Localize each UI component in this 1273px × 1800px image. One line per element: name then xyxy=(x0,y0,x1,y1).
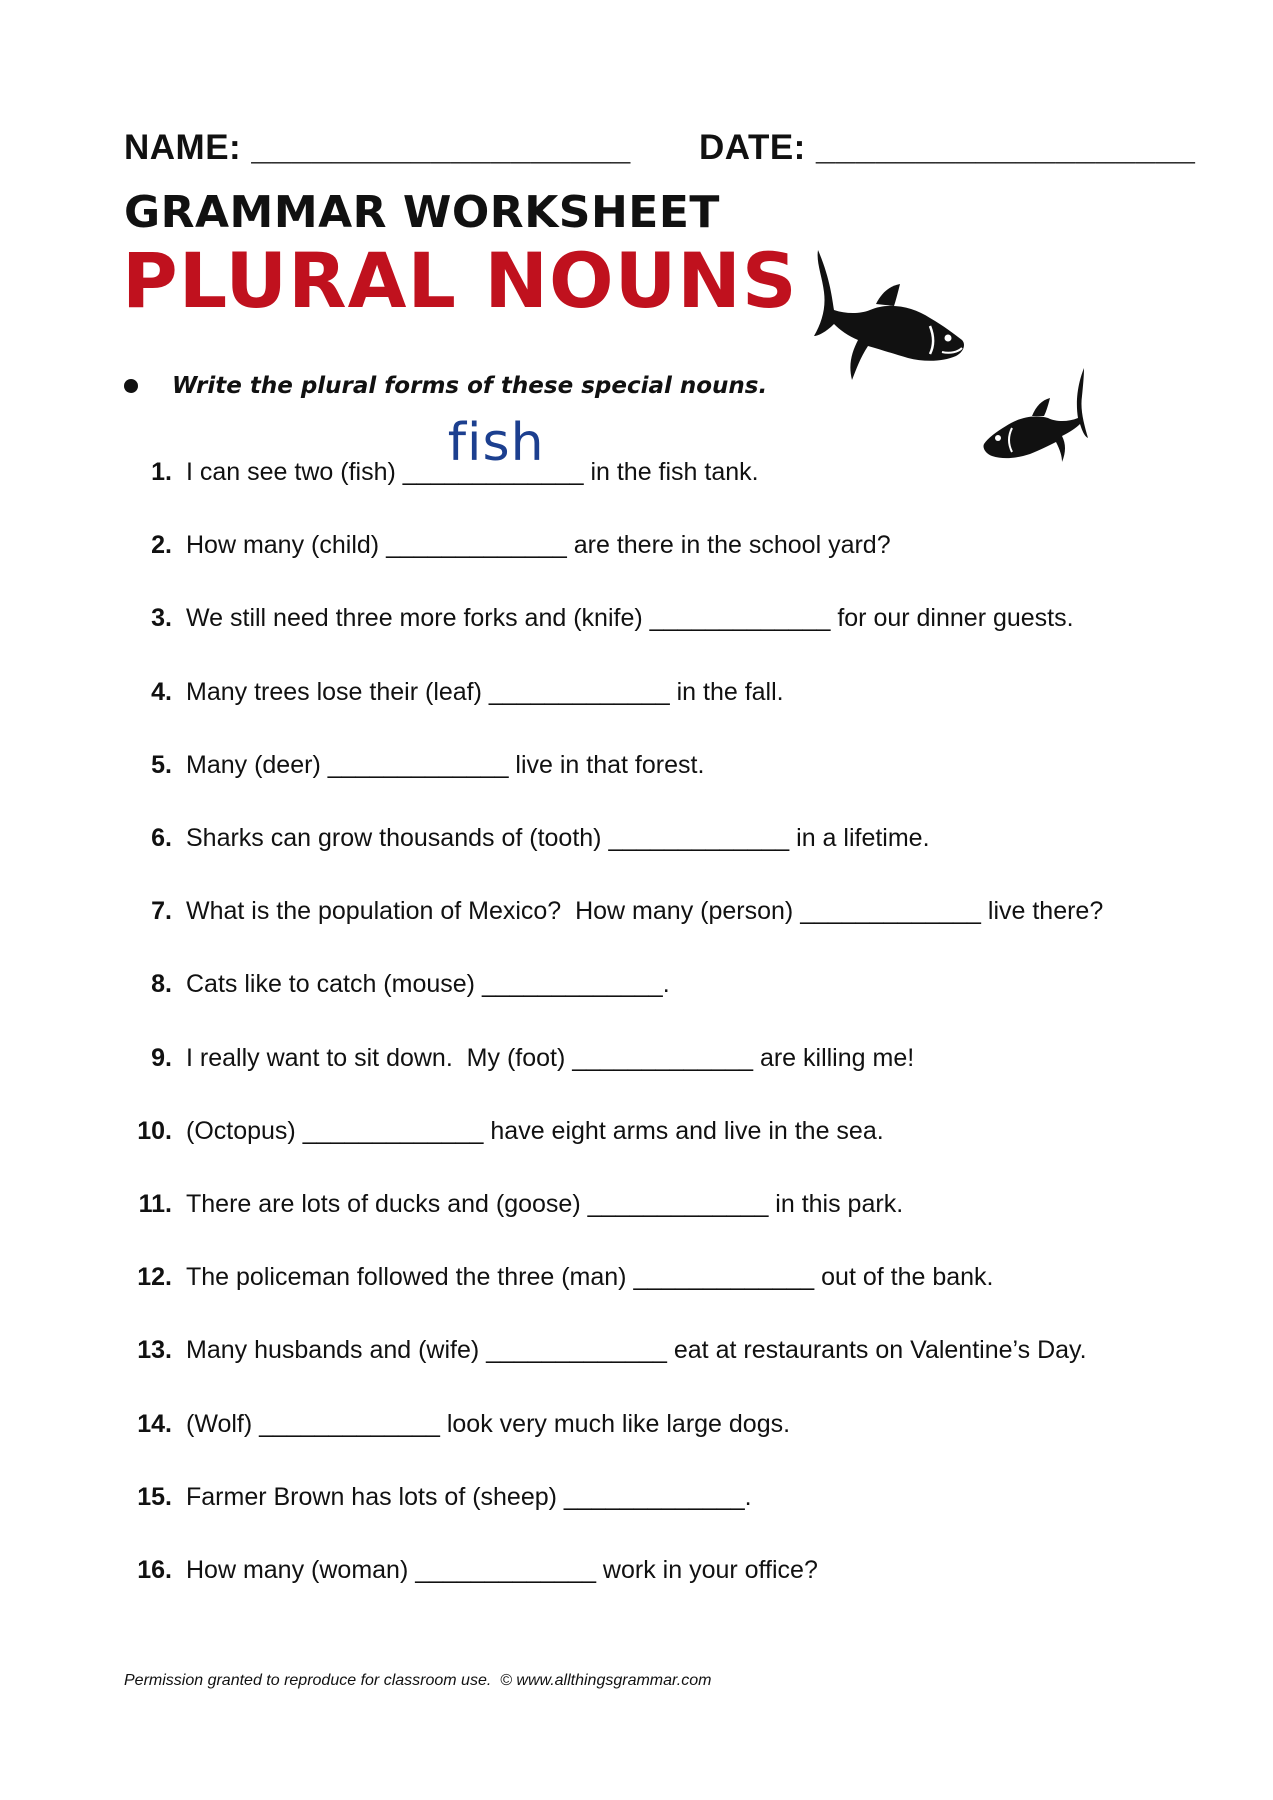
answer-line[interactable]: _____________ xyxy=(259,1410,440,1438)
question-ending: for our dinner guests. xyxy=(830,604,1074,632)
question-ending: live in that forest. xyxy=(508,751,705,779)
question-item xyxy=(122,1263,994,1297)
answer-line[interactable]: _____________ xyxy=(488,678,670,706)
answer-line[interactable]: _____________ xyxy=(327,751,509,779)
answer-blank[interactable] xyxy=(572,1044,753,1073)
answer-line[interactable]: _____________ xyxy=(633,1263,815,1291)
small-fish-icon xyxy=(980,366,1090,464)
question-prompt: (Wolf) xyxy=(186,1410,260,1438)
question-number: 9. xyxy=(151,1044,172,1072)
question-item xyxy=(122,413,759,492)
question-item xyxy=(122,1556,818,1590)
question-prompt: The policeman followed the three (man) xyxy=(186,1263,634,1291)
question-number: 7. xyxy=(151,897,172,925)
question-number: 15. xyxy=(137,1483,172,1511)
answer-blank[interactable] xyxy=(303,1117,484,1146)
question-item xyxy=(122,970,670,1004)
question-text xyxy=(186,1117,884,1146)
question-text xyxy=(186,1190,903,1219)
answer-line[interactable]: _____________ xyxy=(572,1044,753,1072)
question-item xyxy=(122,604,1074,638)
answer-line[interactable]: _____________ xyxy=(415,1556,596,1584)
answer-line[interactable]: _____________ xyxy=(486,1336,667,1364)
question-number: 14. xyxy=(137,1410,172,1438)
answer-blank[interactable] xyxy=(328,751,509,780)
answer-blank[interactable] xyxy=(489,678,670,707)
question-text xyxy=(186,604,1074,633)
name-field[interactable]: NAME: ___________________ xyxy=(124,128,631,167)
instruction xyxy=(124,373,767,399)
question-text xyxy=(186,531,891,560)
question-ending: in the fish tank. xyxy=(583,458,759,486)
bullet-icon xyxy=(124,379,138,393)
question-number: 2. xyxy=(151,531,172,559)
question-text xyxy=(186,897,1103,926)
answer-line[interactable]: _____________ xyxy=(302,1117,484,1145)
question-number: 11. xyxy=(138,1190,172,1218)
handwritten-answer: fish xyxy=(447,413,545,473)
date-field[interactable]: DATE: ___________________ xyxy=(699,128,1196,167)
question-ending: in a lifetime. xyxy=(789,824,930,852)
question-ending: are there in the school yard? xyxy=(566,531,891,559)
instruction-text: Write the plural forms of these special nouns. xyxy=(172,373,768,399)
question-text xyxy=(186,1336,1087,1365)
worksheet-title: PLURAL NOUNS xyxy=(122,236,798,325)
question-prompt: Many trees lose their (leaf) xyxy=(186,678,489,706)
question-item xyxy=(122,678,784,712)
answer-line[interactable]: _____________ xyxy=(563,1483,745,1511)
question-ending: look very much like large dogs. xyxy=(439,1410,791,1438)
question-text xyxy=(186,824,930,853)
question-prompt: Farmer Brown has lots of (sheep) xyxy=(186,1483,564,1511)
question-text xyxy=(186,1483,752,1512)
question-prompt: I really want to sit down. My (foot) xyxy=(186,1044,573,1072)
question-number: 3. xyxy=(151,604,172,632)
answer-blank[interactable] xyxy=(608,824,789,853)
question-text xyxy=(186,970,670,999)
question-item xyxy=(122,824,930,858)
question-ending: in the fall. xyxy=(669,678,784,706)
question-ending: have eight arms and live in the sea. xyxy=(483,1117,884,1145)
answer-blank[interactable] xyxy=(386,531,567,560)
question-ending: live there? xyxy=(980,897,1104,925)
question-item xyxy=(122,1044,914,1078)
question-text xyxy=(186,678,784,707)
answer-blank[interactable] xyxy=(486,1336,667,1365)
answer-line[interactable]: _____________ xyxy=(800,897,981,925)
question-item xyxy=(122,1117,884,1151)
answer-blank[interactable] xyxy=(588,1190,769,1219)
question-item xyxy=(122,1336,1087,1370)
question-text xyxy=(186,1556,818,1585)
question-number: 5. xyxy=(151,751,172,779)
question-item xyxy=(122,531,891,565)
answer-blank[interactable] xyxy=(259,1410,440,1439)
answer-line[interactable]: _____________ xyxy=(587,1190,769,1218)
question-ending: . xyxy=(662,970,670,998)
question-prompt: Many husbands and (wife) xyxy=(186,1336,487,1364)
question-text xyxy=(186,1044,914,1073)
question-item xyxy=(122,1483,752,1517)
question-prompt: Sharks can grow thousands of (tooth) xyxy=(186,824,609,852)
question-prompt: I can see two (fish) xyxy=(186,458,403,486)
question-number: 6. xyxy=(151,824,172,852)
question-number: 12. xyxy=(137,1263,172,1291)
question-item xyxy=(122,897,1103,931)
question-text xyxy=(186,751,704,780)
question-prompt: We still need three more forks and (knife) xyxy=(186,604,650,632)
answer-blank[interactable] xyxy=(564,1483,745,1512)
question-ending: out of the bank. xyxy=(814,1263,994,1291)
question-ending: work in your office? xyxy=(595,1556,818,1584)
answer-line[interactable]: _____________ xyxy=(481,970,663,998)
worksheet-subtitle: GRAMMAR WORKSHEET xyxy=(124,187,720,238)
question-prompt: How many (child) xyxy=(186,531,387,559)
question-prompt: Many (deer) xyxy=(186,751,328,779)
answer-line[interactable]: _____________ xyxy=(649,604,831,632)
question-ending: . xyxy=(744,1483,752,1511)
question-text xyxy=(186,1263,994,1292)
answer-blank[interactable] xyxy=(800,897,981,926)
answer-line[interactable]: _____________ xyxy=(402,458,584,486)
question-number: 10. xyxy=(137,1117,172,1145)
question-prompt: There are lots of ducks and (goose) xyxy=(186,1190,588,1218)
question-prompt: What is the population of Mexico? How many (person) xyxy=(186,897,801,925)
question-item xyxy=(122,751,704,785)
answer-blank[interactable] xyxy=(650,604,831,633)
question-text xyxy=(186,413,759,487)
question-ending: are killing me! xyxy=(753,1044,915,1072)
question-number: 8. xyxy=(151,970,172,998)
answer-line[interactable]: _____________ xyxy=(608,824,790,852)
question-prompt: How many (woman) xyxy=(186,1556,416,1584)
answer-blank[interactable] xyxy=(633,1263,814,1292)
question-number: 4. xyxy=(151,678,172,706)
question-ending: in this park. xyxy=(768,1190,904,1218)
answer-blank[interactable] xyxy=(415,1556,596,1585)
answer-line[interactable]: _____________ xyxy=(386,531,567,559)
question-ending: eat at restaurants on Valentine’s Day. xyxy=(666,1336,1087,1364)
answer-blank[interactable] xyxy=(402,413,584,487)
question-number: 1. xyxy=(151,458,172,486)
question-text xyxy=(186,1410,790,1439)
answer-blank[interactable] xyxy=(482,970,663,999)
question-prompt: Cats like to catch (mouse) xyxy=(186,970,482,998)
question-prompt: (Octopus) xyxy=(186,1117,303,1145)
question-number: 16. xyxy=(137,1556,172,1584)
question-item xyxy=(122,1410,790,1444)
footer-permission: Permission granted to reproduce for classroom use. © www.allthingsgrammar.com xyxy=(124,1672,712,1689)
question-number: 13. xyxy=(137,1336,172,1364)
question-item xyxy=(122,1190,903,1224)
large-fish-icon xyxy=(812,248,972,384)
